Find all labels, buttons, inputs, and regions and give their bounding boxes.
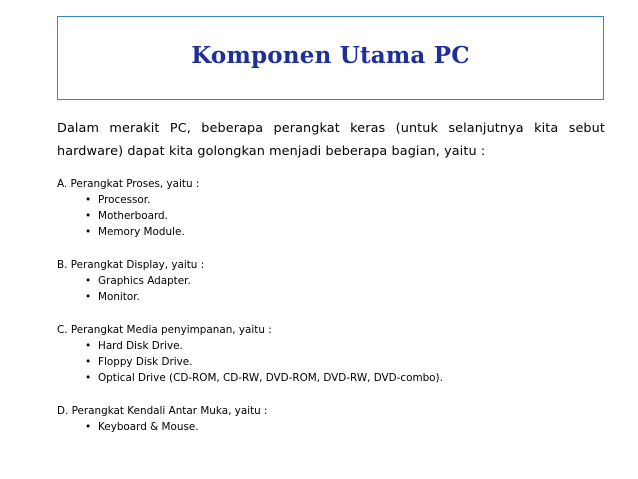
bullet-icon: • [85, 372, 92, 384]
list-item-text: Processor. [98, 194, 151, 206]
list-item-text: Monitor. [98, 291, 140, 303]
list-item-text: Motherboard. [98, 210, 168, 222]
section-heading: A. Perangkat Proses, yaitu : [57, 178, 200, 190]
list-item [57, 419, 605, 435]
bullet-icon: • [85, 340, 92, 352]
section-proses [57, 176, 605, 240]
bullet-icon: • [85, 356, 92, 368]
list-item [57, 224, 605, 240]
list-item-text: Optical Drive (CD-ROM, CD-RW, DVD-ROM, DVD-RW, DVD-combo). [98, 372, 443, 384]
bullet-icon: • [85, 275, 92, 287]
bullet-icon: • [85, 226, 92, 238]
section-heading: B. Perangkat Display, yaitu : [57, 259, 205, 271]
bullet-icon: • [85, 421, 92, 433]
list-item [57, 338, 605, 354]
intro-paragraph: Dalam merakit PC, beberapa perangkat keras (untuk selanjutnya kita sebut hardware) dapat kita golongkan menjadi beberapa bagian, yaitu : [57, 121, 605, 159]
section-heading: D. Perangkat Kendali Antar Muka, yaitu : [57, 405, 268, 417]
title-box [57, 16, 604, 100]
section-kendali-antar-muka [57, 403, 605, 435]
list-item-text: Graphics Adapter. [98, 275, 191, 287]
list-item [57, 208, 605, 224]
list-item-text: Hard Disk Drive. [98, 340, 183, 352]
list-item-text: Floppy Disk Drive. [98, 356, 193, 368]
slide-content [57, 117, 605, 452]
section-heading: C. Perangkat Media penyimpanan, yaitu : [57, 324, 272, 336]
list-item [57, 289, 605, 305]
bullet-list [57, 419, 605, 435]
list-item [57, 354, 605, 370]
section-media-penyimpanan [57, 322, 605, 386]
list-item [57, 370, 605, 386]
bullet-list [57, 273, 605, 305]
bullet-icon: • [85, 210, 92, 222]
list-item-text: Keyboard & Mouse. [98, 421, 199, 433]
bullet-list [57, 338, 605, 386]
bullet-list [57, 192, 605, 240]
list-item [57, 192, 605, 208]
list-item-text: Memory Module. [98, 226, 185, 238]
section-display [57, 257, 605, 305]
bullet-icon: • [85, 194, 92, 206]
bullet-icon: • [85, 291, 92, 303]
slide-title: Komponen Utama PC [191, 41, 470, 69]
list-item [57, 273, 605, 289]
